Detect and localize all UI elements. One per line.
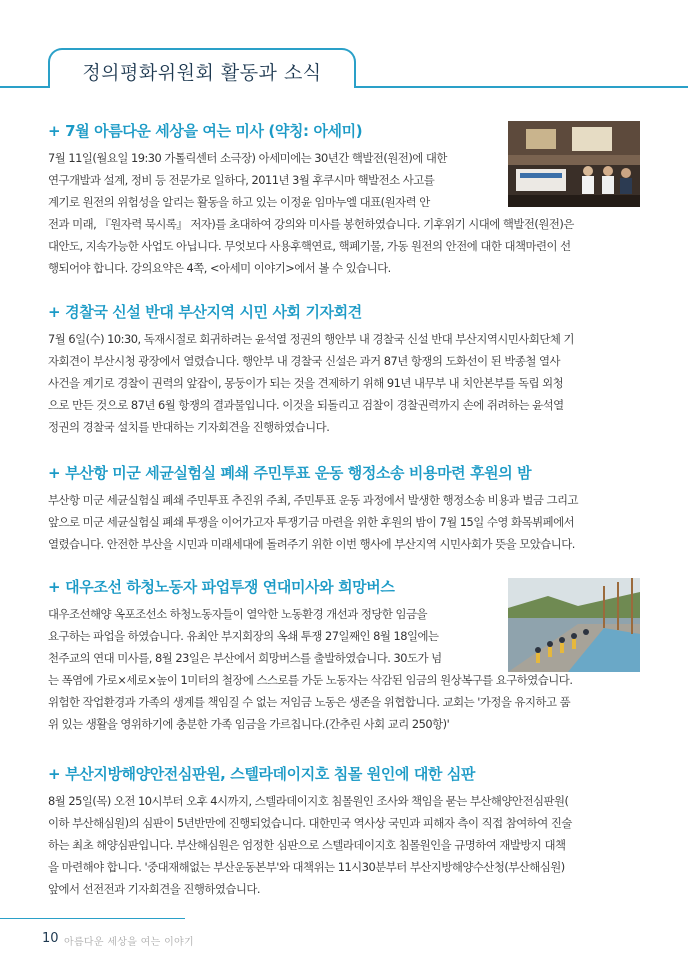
text-line: 위 있는 생활을 영위하기에 충분한 가족 임금을 가르칩니다.(간추린 사회 교리 250항)': [48, 717, 450, 731]
section-title: [48, 763, 640, 784]
plus-icon: +: [48, 578, 61, 596]
text-line: 는 폭염에 가로×세로×높이 1미터의 철장에 스스로를 가둔 노동자는 삭감된 임금의 원상복구를 요구하였습니다.: [48, 673, 573, 687]
text-line: 위험한 작업환경과 가족의 생계를 책임질 수 없는 저임금 노동은 생존을 위협합니다. 교회는 '가정을 유지하고 품: [48, 695, 571, 709]
mass-photo: [508, 121, 640, 207]
text-line: 사건을 계기로 경찰이 권력의 앞잡이, 몽둥이가 되는 것을 견제하기 위해 91년 내무부 내 치안본부를 독립 외청: [48, 376, 564, 390]
footer-rule: [0, 918, 185, 919]
text-line: 을 마련해야 합니다. '중대재해없는 부산운동본부'와 대책위는 11시30분부터 부산지방해양수산청(부산해심원): [48, 860, 565, 874]
section-body: [48, 790, 640, 900]
section-title-text: 7월 아름다운 세상을 여는 미사 (약칭: 아세미): [65, 122, 363, 140]
section-police-bureau: [48, 301, 640, 438]
text-line: 대우조선해양 옥포조선소 하청노동자들이 열악한 노동환경 개선과 정당한 임금을: [48, 607, 427, 621]
text-line: 정권의 경찰국 설치를 반대하는 기자회견을 진행하였습니다.: [48, 420, 330, 434]
footer-brand: 아름다운 세상을 여는 이야기: [64, 937, 194, 948]
section-body: [48, 328, 640, 438]
section-title: [48, 301, 640, 322]
section-title-text: 부산항 미군 세균실험실 폐쇄 주민투표 운동 행정소송 비용마련 후원의 밤: [65, 464, 532, 482]
plus-icon: +: [48, 765, 61, 783]
plus-icon: +: [48, 122, 61, 140]
text-line: 8월 25일(목) 오전 10시부터 오후 4시까지, 스텔라데이지호 침몰원인 조사와 책임을 묻는 부산해양안전심판원(: [48, 794, 569, 808]
text-line: 자회견이 부산시청 광장에서 열렸습니다. 행안부 내 경찰국 신설은 과거 87년 항쟁의 도화선이 된 박종철 열사: [48, 354, 560, 368]
section-title-text: 대우조선 하청노동자 파업투쟁 연대미사와 희망버스: [65, 578, 395, 596]
page-title: 정의평화위원회 활동과 소식: [82, 62, 322, 84]
section-title-text: 경찰국 신설 반대 부산지역 시민 사회 기자회견: [65, 303, 362, 321]
plus-icon: +: [48, 303, 61, 321]
section-title: [48, 462, 640, 483]
text-line: 행되어야 합니다. 강의요약은 4쪽, <아세미 이야기>에서 볼 수 있습니다.: [48, 261, 391, 275]
text-line: 앞으로 미군 세균실험실 폐쇄 투쟁을 이어가고자 투쟁기금 마련을 위한 후원의 밤이 7월 15일 수영 화목뷔페에서: [48, 515, 575, 529]
text-line: 천주교의 연대 미사를, 8월 23일은 부산에서 희망버스를 출발하였습니다. 30도가 넘: [48, 651, 442, 665]
text-line: 요구하는 파업을 하였습니다. 유최안 부지회장의 옥쇄 투쟁 27일째인 8월 18일에는: [48, 629, 439, 643]
bridge-photo: [508, 578, 640, 672]
text-line: 으로 만든 것으로 87년 6월 항쟁의 결과물입니다. 이것을 되돌리고 검찰이 경찰권력까지 손에 쥐려하는 윤석열: [48, 398, 564, 412]
text-line: 앞에서 선전전과 기자회견을 진행하였습니다.: [48, 882, 261, 896]
section-germ-lab: [48, 462, 640, 555]
section-stellar-daisy: [48, 763, 640, 900]
section-title-text: 부산지방해양안전심판원, 스텔라데이지호 침몰 원인에 대한 심판: [65, 765, 476, 783]
text-line: 대안도, 지속가능한 사업도 아닙니다. 무엇보다 사용후핵연료, 핵폐기물, 가동 원전의 안전에 대한 대책마련이 선: [48, 239, 571, 253]
text-line: 전과 미래, 『원자력 묵시록』 저자)를 초대하여 강의와 미사를 봉헌하였습니다. 기후위기 시대에 핵발전(원전)은: [48, 217, 574, 231]
page-number: 10: [42, 931, 59, 946]
text-line: 7월 11일(월요일 19:30 가톨릭센터 소극장) 아세미에는 30년간 핵발전(원전)에 대한: [48, 151, 447, 165]
text-line: 열렸습니다. 안전한 부산을 시민과 미래세대에 돌려주기 위한 이번 행사에 부산지역 시민사회가 뜻을 모았습니다.: [48, 537, 575, 551]
text-line: 연구개발과 설계, 정비 등 전문가로 일하다, 2011년 3월 후쿠시마 핵발전소 사고를: [48, 173, 435, 187]
plus-icon: +: [48, 464, 61, 482]
header-tab: [48, 48, 356, 88]
text-line: 계기로 원전의 위험성을 알리는 활동을 하고 있는 이정윤 임마누엘 대표(원자력 안: [48, 195, 430, 209]
text-line: 하는 최초 해양심판입니다. 부산해심원은 엄정한 심판으로 스텔라데이지호 침몰원인을 규명하여 재발방지 대책: [48, 838, 566, 852]
text-line: 7월 6일(수) 10:30, 독재시절로 회귀하려는 윤석열 정권의 행안부 내 경찰국 신설 반대 부산지역시민사회단체 기: [48, 332, 575, 346]
section-body: [48, 489, 640, 555]
text-line: 이하 부산해심원)의 심판이 5년반만에 진행되었습니다. 대한민국 역사상 국민과 피해자 측이 직접 참여하여 진술: [48, 816, 572, 830]
text-line: 부산항 미군 세균실험실 폐쇄 주민투표 추진위 주최, 주민투표 운동 과정에서 발생한 행정소송 비용과 벌금 그리고: [48, 493, 578, 507]
